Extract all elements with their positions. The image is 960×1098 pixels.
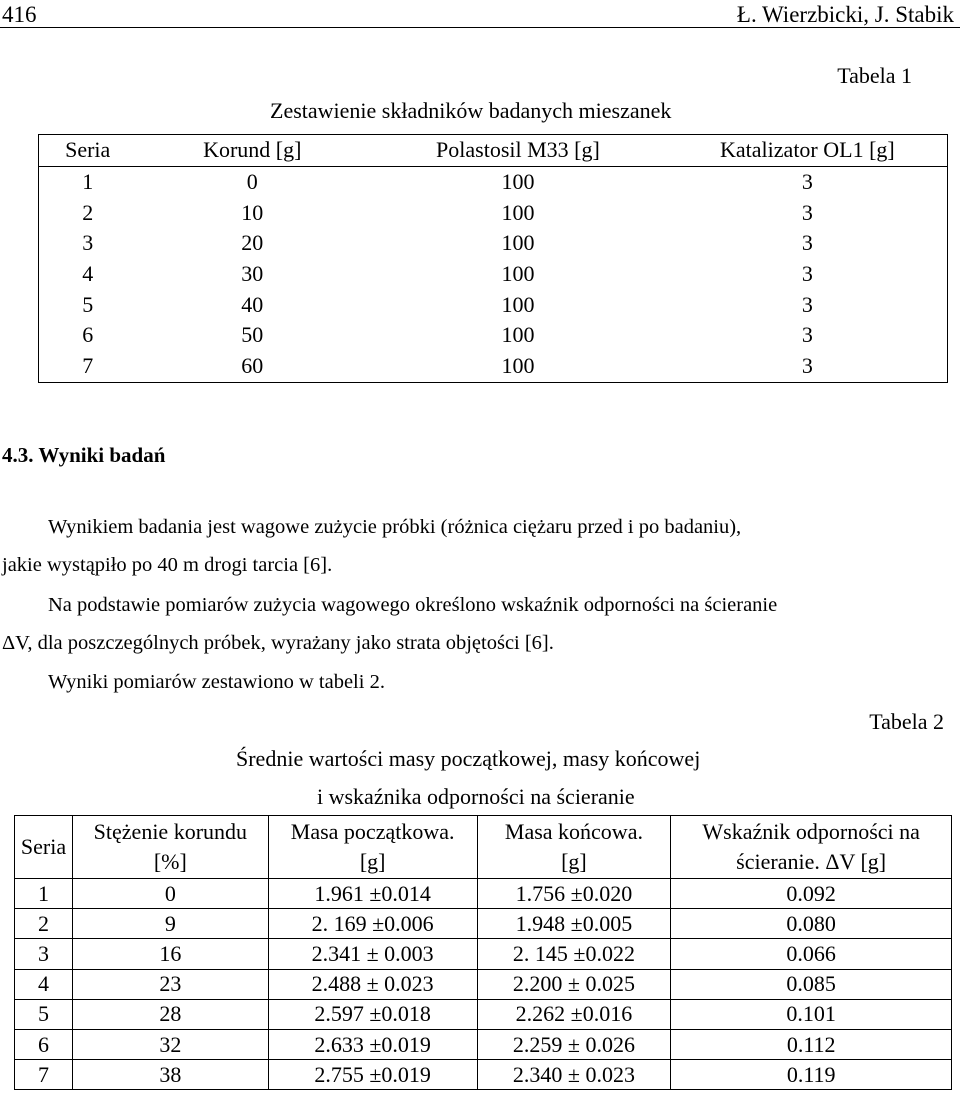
table2-header-wskaznik	[671, 816, 952, 879]
table1-header-cell: Katalizator OL1 [g]	[668, 135, 948, 167]
table-row	[39, 166, 948, 197]
table2-cell: 2.341 ± 0.003	[268, 939, 477, 969]
table2-cell: 1.948 ±0.005	[477, 909, 671, 939]
table-row	[39, 228, 948, 259]
table1-cell: 100	[501, 291, 535, 317]
table2-cell: 2.200 ± 0.025	[477, 969, 671, 999]
table2-cell: 38	[72, 1060, 268, 1090]
table1	[38, 134, 948, 383]
table1-label: Tabela 1	[837, 63, 912, 88]
running-header-authors: Ł. Wierzbicki, J. Stabik	[736, 2, 954, 27]
table2-header-masa-koncowa	[477, 816, 671, 879]
table2-header-text: Masa początkowa.	[290, 819, 455, 845]
table2-cell: 4	[15, 969, 73, 999]
table-row	[39, 197, 948, 228]
table2-cell: 2.488 ± 0.023	[268, 969, 477, 999]
table2-header-text: Seria	[20, 834, 67, 860]
table1-cell: 6	[82, 322, 94, 348]
table2-cell: 2.262 ±0.016	[477, 999, 671, 1029]
table2-header-seria	[15, 816, 73, 879]
table2-cell: 2.597 ±0.018	[268, 999, 477, 1029]
table2-cell: 2.633 ±0.019	[268, 1029, 477, 1059]
paragraph-2-line-1: Na podstawie pomiarów zużycia wagowego określono wskaźnik odporności na ścieranie	[48, 594, 778, 616]
table2-cell: 2. 145 ±0.022	[477, 939, 671, 969]
table1-header-cell: Polastosil M33 [g]	[368, 135, 668, 167]
table2-header-unit: [g]	[359, 849, 386, 874]
table1-cell: 60	[241, 353, 264, 379]
table-row	[15, 939, 952, 969]
table2-header-unit: [g]	[561, 849, 587, 874]
table2-cell: 1	[15, 879, 73, 909]
table1-cell: 100	[501, 230, 535, 256]
table1-header-cell: Seria	[39, 135, 137, 167]
table2-header-stezenie	[72, 816, 268, 879]
table1-cell: 3	[801, 261, 813, 287]
table1-cell: 2	[82, 199, 94, 225]
header-rule	[0, 27, 960, 28]
table1-cell: 0	[246, 169, 258, 195]
table2-cell: 1.756 ±0.020	[477, 879, 671, 909]
paragraph-1-line-1: Wynikiem badania jest wagowe zużycie próbki (różnica ciężaru przed i po badaniu),	[48, 516, 742, 538]
table2-cell: 16	[72, 939, 268, 969]
table2-cell: 0.112	[671, 1029, 952, 1059]
table-row	[15, 999, 952, 1029]
table1-cell: 5	[82, 291, 94, 317]
table1-cell: 3	[801, 199, 813, 225]
table2-title-line-1: Średnie wartości masy początkowej, masy końcowej	[236, 746, 701, 771]
table1-header-row	[39, 135, 948, 167]
paragraph-1-line-2: jakie wystąpiło po 40 m drogi tarcia [6].	[2, 554, 333, 576]
table2-cell: 23	[72, 969, 268, 999]
table1-cell: 3	[801, 230, 813, 256]
table2-cell: 2.259 ± 0.026	[477, 1029, 671, 1059]
table2-header-text: Wskaźnik odporności na	[702, 819, 920, 845]
table-row	[15, 1060, 952, 1090]
table-row	[15, 909, 952, 939]
table2	[14, 815, 952, 1090]
table2-label: Tabela 2	[869, 709, 944, 734]
table-row	[15, 1029, 952, 1059]
table2-cell: 0.101	[671, 999, 952, 1029]
table-row	[39, 259, 948, 290]
table-row	[39, 289, 948, 320]
table1-cell: 10	[241, 199, 264, 225]
table1-cell: 20	[241, 230, 264, 256]
table1-cell: 7	[82, 353, 94, 379]
page-number: 416	[2, 2, 37, 27]
table2-header-unit: [%]	[153, 849, 187, 874]
table1-cell: 1	[82, 169, 94, 195]
table2-cell: 0.066	[671, 939, 952, 969]
table-row	[39, 351, 948, 382]
table2-title-line-2: i wskaźnika odporności na ścieranie	[317, 784, 635, 809]
table2-cell: 0	[72, 879, 268, 909]
table1-cell: 3	[801, 291, 813, 317]
table2-header-text: Masa końcowa.	[504, 819, 643, 845]
table1-cell: 3	[801, 169, 813, 195]
table1-cell: 100	[501, 322, 535, 348]
table2-cell: 6	[15, 1029, 73, 1059]
table2-cell: 0.119	[671, 1060, 952, 1090]
table2-header-masa-poczatkowa	[268, 816, 477, 879]
paragraph-2-line-2: ΔV, dla poszczególnych próbek, wyrażany jako strata objętości [6].	[2, 632, 554, 654]
table2-cell: 1.961 ±0.014	[268, 879, 477, 909]
table1-cell: 100	[501, 261, 535, 287]
table2-cell: 5	[15, 999, 73, 1029]
section-heading: 4.3. Wyniki badań	[2, 443, 166, 467]
table1-cell: 4	[82, 261, 94, 287]
table1-cell: 3	[82, 230, 94, 256]
paragraph-3: Wyniki pomiarów zestawiono w tabeli 2.	[48, 671, 385, 693]
table2-header-row	[15, 816, 952, 879]
table2-cell: 7	[15, 1060, 73, 1090]
table2-cell: 9	[72, 909, 268, 939]
table-row	[15, 879, 952, 909]
table2-cell: 32	[72, 1029, 268, 1059]
table2-cell: 2	[15, 909, 73, 939]
table2-cell: 2.340 ± 0.023	[477, 1060, 671, 1090]
table1-cell: 100	[501, 169, 535, 195]
table1-cell: 3	[801, 353, 813, 379]
table1-cell: 100	[501, 199, 535, 225]
table1-title: Zestawienie składników badanych mieszanek	[270, 98, 672, 123]
table2-cell: 0.085	[671, 969, 952, 999]
table1-header-cell: Korund [g]	[136, 135, 368, 167]
table2-cell: 28	[72, 999, 268, 1029]
table2-cell: 0.080	[671, 909, 952, 939]
table1-cell: 50	[241, 322, 264, 348]
table2-header-text: Stężenie korundu	[93, 819, 248, 845]
table1-cell: 30	[241, 261, 264, 287]
table2-header-unit: ścieranie. ΔV [g]	[736, 849, 887, 874]
table2-cell: 3	[15, 939, 73, 969]
table1-cell: 40	[241, 291, 264, 317]
table2-cell: 0.092	[671, 879, 952, 909]
table1-cell: 100	[501, 353, 535, 379]
table-row	[39, 320, 948, 351]
table1-cell: 3	[801, 322, 813, 348]
table2-cell: 2. 169 ±0.006	[268, 909, 477, 939]
table2-cell: 2.755 ±0.019	[268, 1060, 477, 1090]
table-row	[15, 969, 952, 999]
